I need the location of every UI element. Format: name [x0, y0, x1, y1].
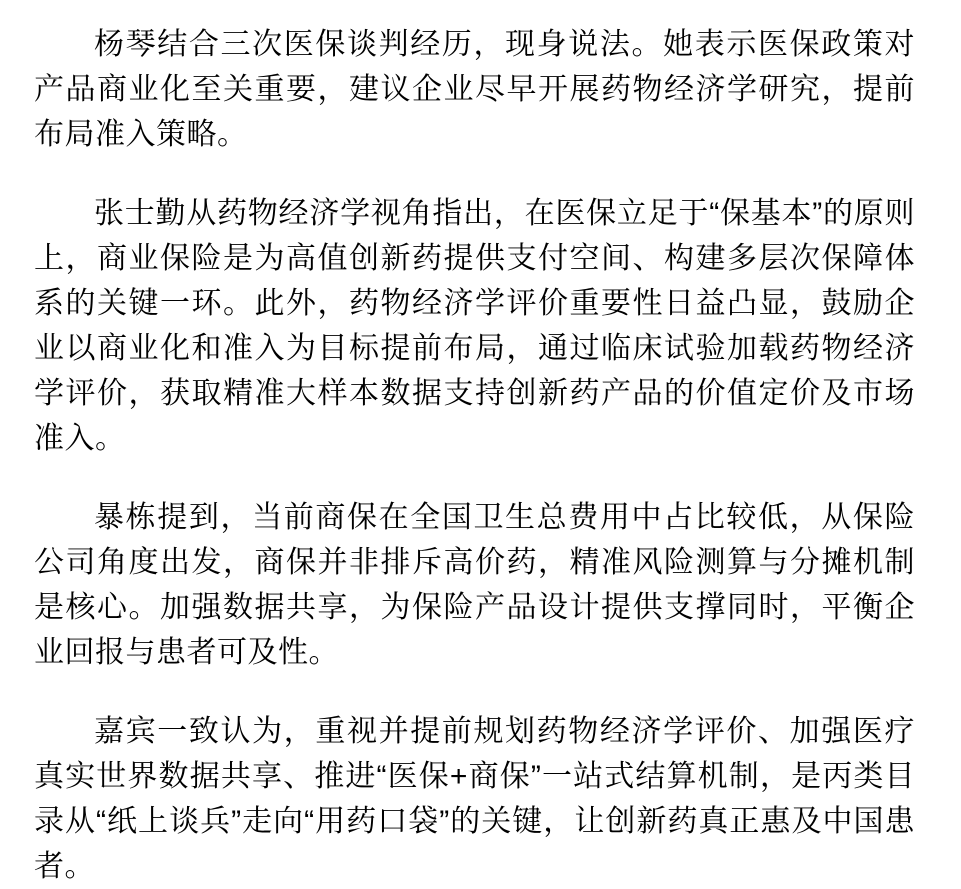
paragraph-zhangshiqin: 张士勤从药物经济学视角指出，在医保立足于“保基本”的原则上，商业保险是为高值创新药提供支付空间、构建多层次保障体系的关键一环。此外，药物经济学评价重要性日益凸显，鼓励企业以商业化和准入为目标提前布局，通过临床试验加载药物经济学评价，获取精准大样本数据支持创新药产品的价值定价及市场准入。 — [34, 197, 915, 455]
paragraph-yangqin: 杨琴结合三次医保谈判经历，现身说法。她表示医保政策对产品商业化至关重要，建议企业尽早开展药物经济学研究，提前布局准入策略。 — [34, 28, 915, 151]
paragraph-conclusion: 嘉宾一致认为，重视并提前规划药物经济学评价、加强医疗真实世界数据共享、推进“医保+商保”一站式结算机制，是丙类目录从“纸上谈兵”走向“用药口袋”的关键，让创新药真正惠及中国患者。 — [34, 715, 915, 883]
paragraph-baodong: 暴栋提到，当前商保在全国卫生总费用中占比较低，从保险公司角度出发，商保并非排斥高价药，精准风险测算与分摊机制是核心。加强数据共享，为保险产品设计提供支撑同时，平衡企业回报与患者可及性。 — [34, 501, 915, 669]
